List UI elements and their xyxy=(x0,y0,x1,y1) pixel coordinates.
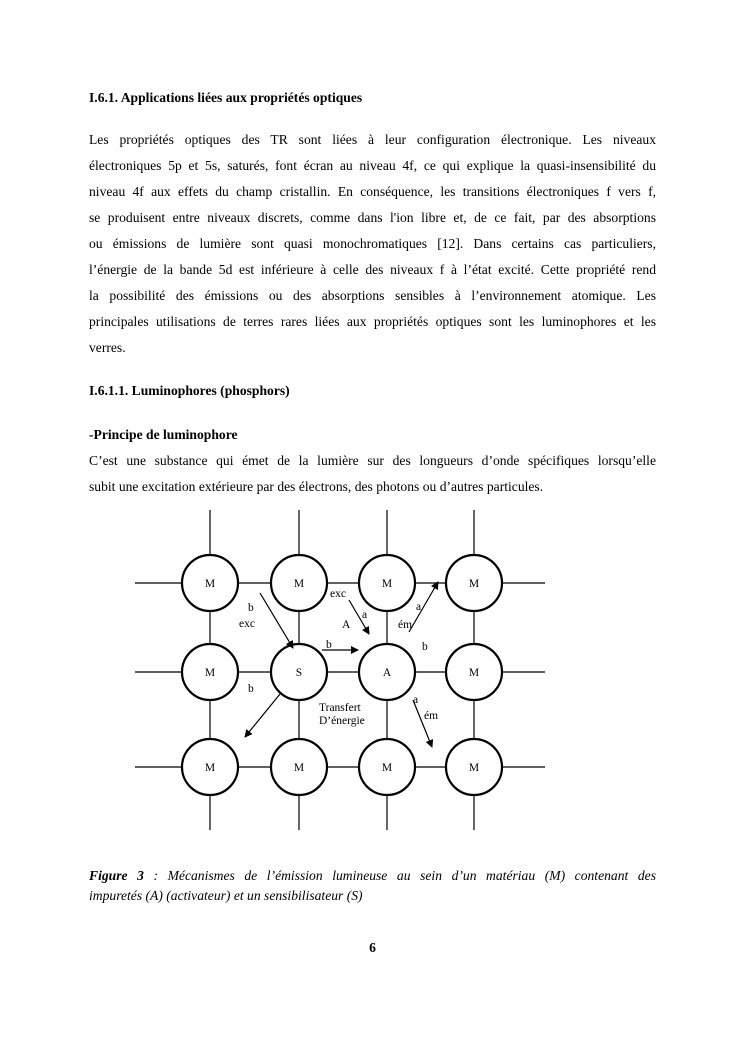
subsection-heading: I.6.1.1. Luminophores (phosphors) xyxy=(89,383,290,398)
figure-caption xyxy=(89,866,656,906)
a-label: a xyxy=(362,609,368,621)
a-label: a xyxy=(413,694,419,706)
node-label-matrix: M xyxy=(204,667,216,679)
node-label-matrix: M xyxy=(204,762,216,774)
paragraph-line: la possibilité des émissions ou des absorptions sensibles à l’environnement atomique. Les xyxy=(89,288,656,303)
figure-caption-text: : Mécanismes de l’émission lumineuse au sein d’un matériau (M) contenant des xyxy=(143,868,656,883)
exc-label: exc xyxy=(239,618,255,630)
section-heading: I.6.1. Applications liées aux propriétés optiques xyxy=(89,90,363,105)
paragraph-line: l’énergie de la bande 5d est inférieure à celle des niveaux f à l’état excité. Cette propriété rend xyxy=(89,262,656,277)
node-label-matrix: M xyxy=(293,578,305,590)
exc-label: exc xyxy=(330,588,346,600)
node-label-matrix: M xyxy=(468,762,480,774)
principle-line: subit une excitation extérieure par des électrons, des photons ou d’autres particules. xyxy=(89,479,544,494)
relaxation-arrow xyxy=(245,694,280,737)
principle-line: C’est une substance qui émet de la lumière sur des longueurs d’onde spécifiques lorsqu’elle xyxy=(89,453,656,468)
paragraph-line: principales utilisations de terres rares liées aux propriétés optiques sont les luminophores et les xyxy=(89,314,656,329)
energy-transfer-label: D’énergie xyxy=(319,715,365,727)
paragraph-line: verres. xyxy=(89,340,126,355)
emission-label: ém xyxy=(398,619,413,631)
b-label: b xyxy=(326,639,332,651)
node-label-matrix: M xyxy=(468,667,480,679)
page-number: 6 xyxy=(369,940,376,955)
principle-heading: -Principe de luminophore xyxy=(89,427,238,442)
figure-caption-text: impuretés (A) (activateur) et un sensibilisateur (S) xyxy=(89,888,363,903)
node-label-matrix: M xyxy=(204,578,216,590)
node-label-matrix: M xyxy=(381,762,393,774)
paragraph-line: Les propriétés optiques des TR sont liées à leur configuration électronique. Les niveaux xyxy=(89,132,656,147)
a-label: a xyxy=(416,601,422,613)
luminescence-mechanism-diagram xyxy=(110,505,580,835)
node-label-matrix: M xyxy=(468,578,480,590)
b-label: b xyxy=(248,602,254,614)
figure-caption-label: Figure 3 xyxy=(89,868,144,883)
node-labels xyxy=(205,578,479,774)
activator-transition-label: A xyxy=(342,619,351,631)
energy-transfer-label: Transfert xyxy=(319,702,361,714)
node-label-activator: A xyxy=(382,667,392,679)
principle-paragraph xyxy=(89,448,656,500)
emission-arrow-lower xyxy=(413,700,432,747)
node-label-matrix: M xyxy=(293,762,305,774)
paragraph-line: ou émissions de lumière sont quasi monochromatiques [12]. Dans certains cas particuliers, xyxy=(89,236,656,251)
b-label: b xyxy=(248,683,254,695)
node-label-matrix: M xyxy=(381,578,393,590)
emission-label: ém xyxy=(424,710,439,722)
paragraph-line: se produisent entre niveaux discrets, comme dans l'ion libre et, de ce fait, par des absorptions xyxy=(89,210,656,225)
node-label-sensitizer: S xyxy=(295,667,303,679)
b-label: b xyxy=(422,641,428,653)
paragraph-line: électroniques 5p et 5s, saturés, font écran au niveau 4f, ce qui explique la quasi-insensibilité du xyxy=(89,158,656,173)
section-paragraph xyxy=(89,127,656,361)
paragraph-line: niveau 4f aux effets du champ cristallin. En conséquence, les transitions électroniques f vers f, xyxy=(89,184,656,199)
